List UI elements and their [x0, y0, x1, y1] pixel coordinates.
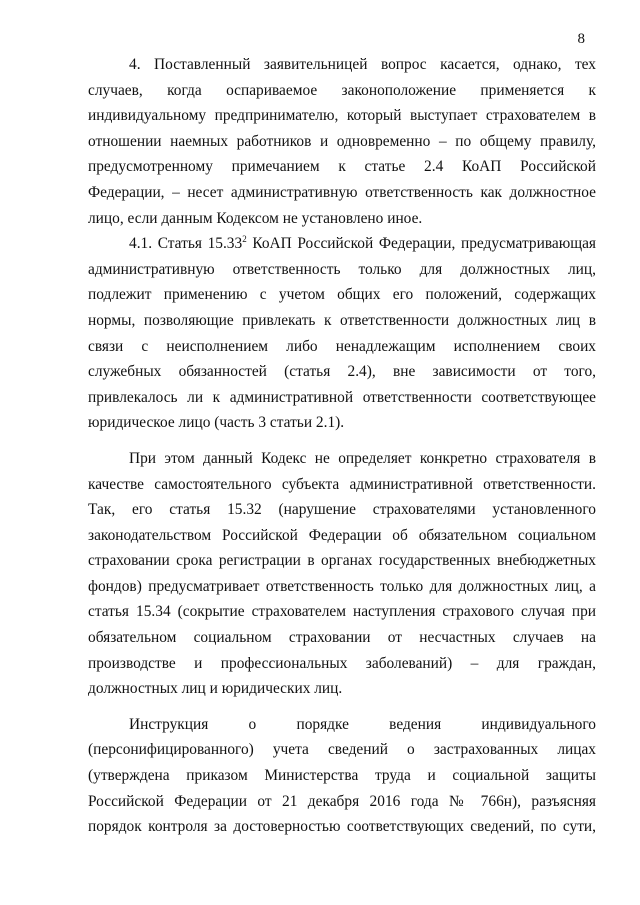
paragraph-3	[88, 446, 596, 702]
text-segment: КоАП Российской Федерации, предусматривающая	[246, 235, 596, 253]
text-line: производстве и профессиональных заболеваний) – для граждан,	[88, 654, 596, 672]
text-line: качестве самостоятельного субъекта административной ответственности.	[88, 475, 596, 493]
text-line: Инструкция о порядке ведения индивидуального	[129, 715, 596, 733]
document-body	[88, 52, 596, 840]
paragraph-2	[88, 231, 596, 436]
paragraph-4	[88, 712, 596, 840]
text-line: статья 15.34 (сокрытие страхователем наступления страхового случая при	[88, 603, 596, 621]
text-line: лицо, если данным Кодексом не установлено иное.	[88, 209, 423, 227]
text-line: фондов) предусматривает ответственность только для должностных лиц, а	[88, 577, 596, 595]
text-line: Федерации, – несет административную ответственность как должностное	[88, 183, 596, 201]
text-line: При этом данный Кодекс не определяет конкретно страхователя в	[129, 449, 596, 467]
text-line: 4. Поставленный заявительницей вопрос касается, однако, тех	[129, 56, 596, 73]
text-line: (персонифицированного) учета сведений о застрахованных лицах	[88, 741, 596, 759]
text-line: (утверждена приказом Министерства труда и социальной защиты	[88, 767, 596, 785]
text-line: юридическое лицо (часть 3 статьи 2.1).	[88, 414, 345, 432]
text-line: Так, его статья 15.32 (нарушение страхователями установленного	[88, 501, 596, 519]
text-line: законодательством Российской Федерации об обязательном социальном	[88, 526, 596, 544]
text-line: нормы, позволяющие привлекать к ответственности должностных лиц в	[88, 311, 596, 329]
text-line: связи с неисполнением либо ненадлежащим исполнением своих	[88, 337, 596, 355]
text-line: обязательном социальном страховании от несчастных случаев на	[88, 629, 596, 647]
text-line: отношении наемных работников и одновременно – по общему правилу,	[88, 132, 596, 150]
paragraph-1	[88, 52, 596, 231]
text-segment: 4.1. Статья 15.33	[129, 235, 243, 253]
text-line-with-superscript	[88, 231, 596, 257]
superscript: 2	[242, 234, 247, 245]
text-line: порядок контроля за достоверностью соответствующих сведений, по сути,	[88, 818, 596, 836]
text-line: индивидуальному предпринимателю, который выступает страхователем в	[88, 107, 596, 125]
text-line: предусмотренному примечанием к статье 2.4 КоАП Российской	[88, 158, 596, 176]
text-line: случаев, когда оспариваемое законоположение применяется к	[88, 81, 596, 99]
text-line: служебных обязанностей (статья 2.4), вне зависимости от того,	[88, 363, 596, 381]
text-line: подлежит применению с учетом общих его положений, содержащих	[88, 286, 596, 304]
text-line: административную ответственность только для должностных лиц,	[88, 260, 596, 278]
text-line: привлекалось ли к административной ответственности соответствующее	[88, 388, 596, 406]
page-number: 8	[577, 31, 585, 47]
text-line: Российской Федерации от 21 декабря 2016 года № 766н), разъясняя	[88, 792, 596, 810]
text-line: страховании срока регистрации в органах государственных внебюджетных	[88, 552, 596, 570]
text-line: должностных лиц и юридических лиц.	[88, 680, 343, 698]
